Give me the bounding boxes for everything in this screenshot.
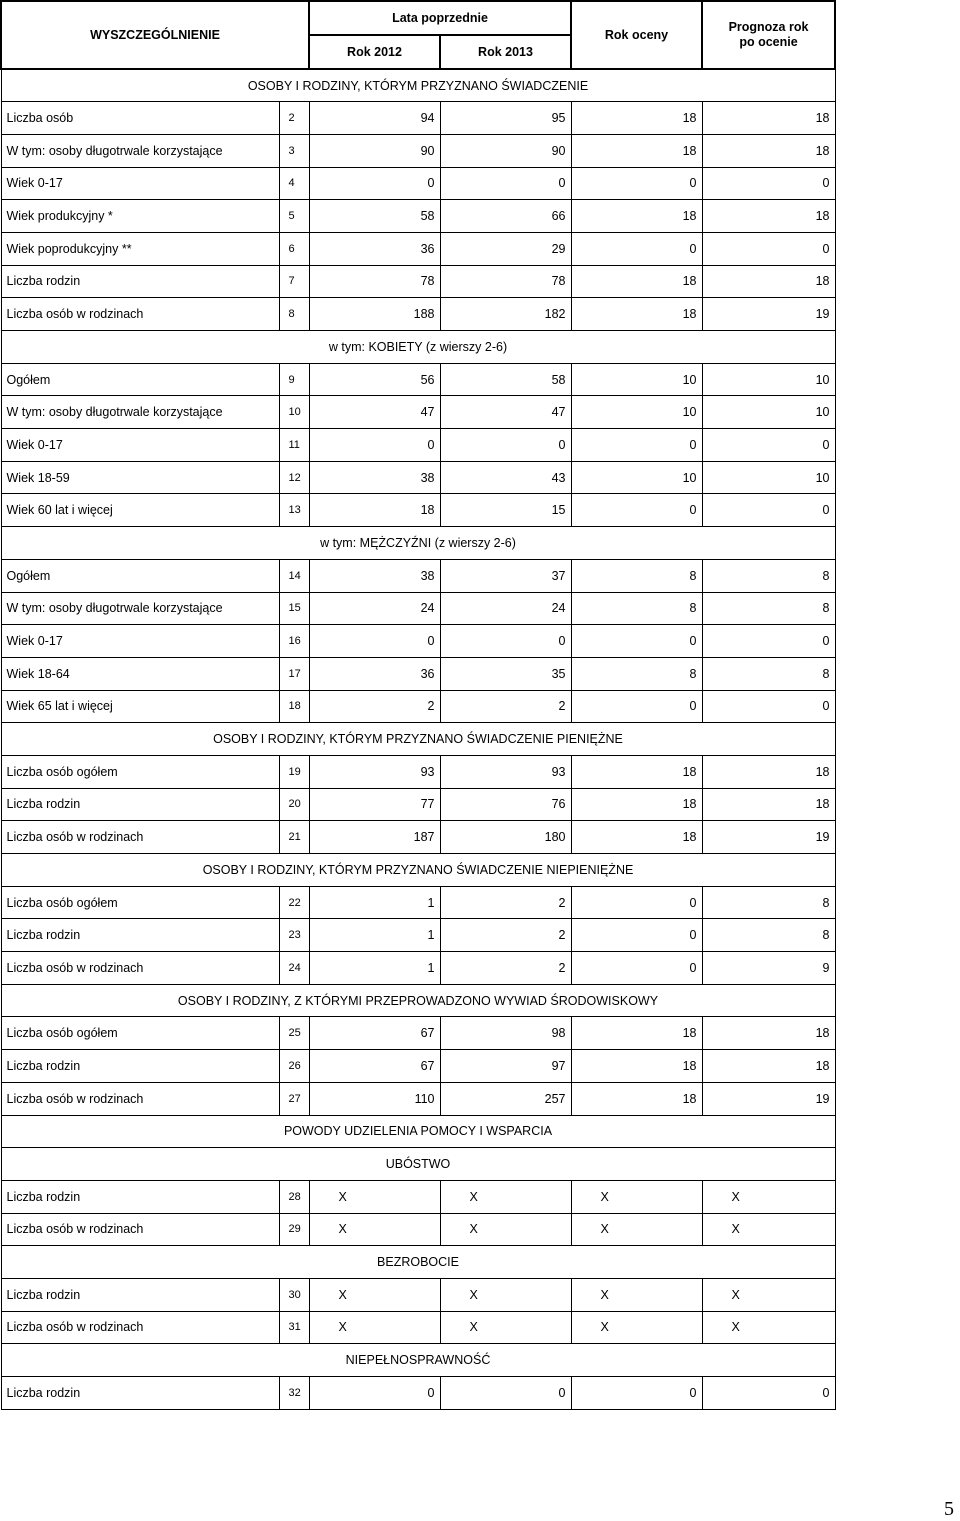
row-number: 24 <box>279 952 309 985</box>
value-2012: X <box>309 1180 440 1213</box>
row-number: 25 <box>279 1017 309 1050</box>
table-row <box>1 167 835 200</box>
row-label: Wiek 0-17 <box>1 625 279 658</box>
section-header-row <box>1 1344 835 1377</box>
value-2012: 90 <box>309 134 440 167</box>
section-header-row <box>1 1246 835 1279</box>
table-row <box>1 1213 835 1246</box>
value-2013: 90 <box>440 134 571 167</box>
value-forecast: X <box>702 1278 835 1311</box>
value-2013: 0 <box>440 1377 571 1410</box>
table-row <box>1 396 835 429</box>
value-assessment-year: 0 <box>571 494 702 527</box>
row-number: 20 <box>279 788 309 821</box>
row-label: Liczba osób ogółem <box>1 1017 279 1050</box>
table-row <box>1 657 835 690</box>
value-assessment-year: 18 <box>571 1082 702 1115</box>
value-2013: 97 <box>440 1050 571 1083</box>
row-number: 29 <box>279 1213 309 1246</box>
value-2012: 110 <box>309 1082 440 1115</box>
value-forecast: 18 <box>702 134 835 167</box>
value-assessment-year: 18 <box>571 265 702 298</box>
row-number: 10 <box>279 396 309 429</box>
value-2013: 93 <box>440 755 571 788</box>
value-assessment-year: 18 <box>571 1017 702 1050</box>
value-assessment-year: X <box>571 1311 702 1344</box>
table-row <box>1 1278 835 1311</box>
value-assessment-year: 18 <box>571 200 702 233</box>
value-assessment-year: X <box>571 1213 702 1246</box>
value-forecast: 8 <box>702 657 835 690</box>
row-number: 30 <box>279 1278 309 1311</box>
value-2012: 24 <box>309 592 440 625</box>
row-label: Liczba osób w rodzinach <box>1 821 279 854</box>
row-number: 13 <box>279 494 309 527</box>
row-number: 21 <box>279 821 309 854</box>
row-number: 9 <box>279 363 309 396</box>
table-row <box>1 1017 835 1050</box>
value-2013: X <box>440 1180 571 1213</box>
row-number: 3 <box>279 134 309 167</box>
row-number: 17 <box>279 657 309 690</box>
value-forecast: 0 <box>702 494 835 527</box>
row-label: Liczba osób ogółem <box>1 886 279 919</box>
value-forecast: 18 <box>702 1017 835 1050</box>
value-assessment-year: 10 <box>571 363 702 396</box>
value-forecast: 10 <box>702 396 835 429</box>
row-number: 19 <box>279 755 309 788</box>
value-2013: X <box>440 1278 571 1311</box>
value-forecast: 10 <box>702 363 835 396</box>
section-header-row <box>1 723 835 756</box>
row-number: 26 <box>279 1050 309 1083</box>
row-label: Liczba osób ogółem <box>1 755 279 788</box>
table-row <box>1 1311 835 1344</box>
table-row <box>1 429 835 462</box>
value-assessment-year: 10 <box>571 461 702 494</box>
section-header-row <box>1 984 835 1017</box>
row-number: 27 <box>279 1082 309 1115</box>
table-row <box>1 1377 835 1410</box>
value-2013: 2 <box>440 690 571 723</box>
value-2012: 187 <box>309 821 440 854</box>
value-forecast: 8 <box>702 592 835 625</box>
row-label: W tym: osoby długotrwale korzystające <box>1 396 279 429</box>
row-number: 23 <box>279 919 309 952</box>
row-number: 4 <box>279 167 309 200</box>
row-label: Ogółem <box>1 559 279 592</box>
value-2012: 36 <box>309 657 440 690</box>
row-number: 32 <box>279 1377 309 1410</box>
table-row <box>1 625 835 658</box>
table-row <box>1 559 835 592</box>
value-assessment-year: 8 <box>571 657 702 690</box>
value-assessment-year: 0 <box>571 1377 702 1410</box>
value-2012: 0 <box>309 167 440 200</box>
value-forecast: 0 <box>702 167 835 200</box>
value-2012: 67 <box>309 1017 440 1050</box>
value-2013: 24 <box>440 592 571 625</box>
value-assessment-year: 10 <box>571 396 702 429</box>
row-label: Liczba rodzin <box>1 788 279 821</box>
row-label: Liczba osób w rodzinach <box>1 952 279 985</box>
value-2013: 76 <box>440 788 571 821</box>
value-2013: 0 <box>440 625 571 658</box>
section-header-row <box>1 69 835 102</box>
row-number: 6 <box>279 232 309 265</box>
table-row <box>1 1050 835 1083</box>
value-2013: 0 <box>440 429 571 462</box>
row-label: Wiek 18-59 <box>1 461 279 494</box>
value-2012: 0 <box>309 625 440 658</box>
section-title: OSOBY I RODZINY, Z KTÓRYMI PRZEPROWADZONO WYWIAD ŚRODOWISKOWY <box>1 984 835 1017</box>
section-header-row <box>1 1115 835 1148</box>
value-2013: 2 <box>440 886 571 919</box>
value-forecast: 18 <box>702 1050 835 1083</box>
header-assessment-year: Rok oceny <box>571 1 702 69</box>
table-row <box>1 690 835 723</box>
section-title: OSOBY I RODZINY, KTÓRYM PRZYZNANO ŚWIADCZENIE <box>1 69 835 102</box>
value-assessment-year: X <box>571 1278 702 1311</box>
row-number: 28 <box>279 1180 309 1213</box>
row-number: 18 <box>279 690 309 723</box>
value-assessment-year: 0 <box>571 886 702 919</box>
value-forecast: 18 <box>702 200 835 233</box>
value-2013: 0 <box>440 167 571 200</box>
value-forecast: 10 <box>702 461 835 494</box>
value-assessment-year: 0 <box>571 952 702 985</box>
value-2012: 1 <box>309 886 440 919</box>
value-forecast: 9 <box>702 952 835 985</box>
value-forecast: 0 <box>702 625 835 658</box>
value-2012: 93 <box>309 755 440 788</box>
section-header-row <box>1 331 835 364</box>
table-row <box>1 788 835 821</box>
row-label: Wiek 0-17 <box>1 429 279 462</box>
row-number: 5 <box>279 200 309 233</box>
value-assessment-year: X <box>571 1180 702 1213</box>
value-2013: 35 <box>440 657 571 690</box>
row-label: Wiek 60 lat i więcej <box>1 494 279 527</box>
row-number: 11 <box>279 429 309 462</box>
value-2013: 180 <box>440 821 571 854</box>
page-number: 5 <box>944 1498 954 1520</box>
value-2012: 0 <box>309 1377 440 1410</box>
value-assessment-year: 0 <box>571 167 702 200</box>
row-number: 15 <box>279 592 309 625</box>
section-title: POWODY UDZIELENIA POMOCY I WSPARCIA <box>1 1115 835 1148</box>
row-number: 16 <box>279 625 309 658</box>
row-label: Liczba rodzin <box>1 1050 279 1083</box>
table-row <box>1 1082 835 1115</box>
value-2012: 58 <box>309 200 440 233</box>
value-assessment-year: 8 <box>571 592 702 625</box>
value-assessment-year: 8 <box>571 559 702 592</box>
value-2013: 2 <box>440 919 571 952</box>
table-row <box>1 232 835 265</box>
row-label: Wiek 0-17 <box>1 167 279 200</box>
row-label: Liczba rodzin <box>1 1278 279 1311</box>
value-2012: X <box>309 1213 440 1246</box>
header-previous-years: Lata poprzednie <box>309 1 571 35</box>
row-label: Liczba rodzin <box>1 919 279 952</box>
value-assessment-year: 18 <box>571 821 702 854</box>
value-2013: X <box>440 1213 571 1246</box>
value-assessment-year: 18 <box>571 102 702 135</box>
row-label: Liczba osób w rodzinach <box>1 1213 279 1246</box>
value-2012: 0 <box>309 429 440 462</box>
header-forecast-text: Prognoza rok po ocenie <box>728 20 809 49</box>
row-label: Wiek poprodukcyjny ** <box>1 232 279 265</box>
table-row <box>1 461 835 494</box>
section-title: w tym: KOBIETY (z wierszy 2-6) <box>1 331 835 364</box>
row-label: W tym: osoby długotrwale korzystające <box>1 592 279 625</box>
row-number: 8 <box>279 298 309 331</box>
value-2013: 29 <box>440 232 571 265</box>
value-2013: 182 <box>440 298 571 331</box>
value-assessment-year: 0 <box>571 625 702 658</box>
value-assessment-year: 18 <box>571 1050 702 1083</box>
row-number: 7 <box>279 265 309 298</box>
value-2013: 2 <box>440 952 571 985</box>
value-2012: 18 <box>309 494 440 527</box>
value-2012: 47 <box>309 396 440 429</box>
table-row <box>1 886 835 919</box>
table-row <box>1 102 835 135</box>
table-row <box>1 298 835 331</box>
value-forecast: 18 <box>702 755 835 788</box>
row-number: 22 <box>279 886 309 919</box>
row-label: Liczba rodzin <box>1 1180 279 1213</box>
value-2013: 47 <box>440 396 571 429</box>
section-title: OSOBY I RODZINY, KTÓRYM PRZYZNANO ŚWIADCZENIE NIEPIENIĘŻNE <box>1 854 835 887</box>
value-assessment-year: 18 <box>571 788 702 821</box>
row-label: Wiek 65 lat i więcej <box>1 690 279 723</box>
table-row <box>1 755 835 788</box>
table-row <box>1 200 835 233</box>
value-2013: X <box>440 1311 571 1344</box>
value-forecast: 18 <box>702 265 835 298</box>
value-2013: 37 <box>440 559 571 592</box>
row-label: Wiek produkcyjny * <box>1 200 279 233</box>
value-forecast: X <box>702 1311 835 1344</box>
value-2012: 56 <box>309 363 440 396</box>
row-number: 31 <box>279 1311 309 1344</box>
value-2013: 15 <box>440 494 571 527</box>
table-body <box>1 1 835 1409</box>
value-assessment-year: 0 <box>571 690 702 723</box>
row-label: Liczba osób w rodzinach <box>1 298 279 331</box>
row-label: Wiek 18-64 <box>1 657 279 690</box>
row-number: 12 <box>279 461 309 494</box>
value-assessment-year: 18 <box>571 755 702 788</box>
value-forecast: 8 <box>702 559 835 592</box>
row-label: Ogółem <box>1 363 279 396</box>
value-2012: X <box>309 1311 440 1344</box>
row-label: Liczba rodzin <box>1 1377 279 1410</box>
value-2013: 98 <box>440 1017 571 1050</box>
value-2013: 95 <box>440 102 571 135</box>
section-title: UBÓSTWO <box>1 1148 835 1181</box>
value-2012: 94 <box>309 102 440 135</box>
value-2012: 67 <box>309 1050 440 1083</box>
value-2012: 2 <box>309 690 440 723</box>
row-label: Liczba osób <box>1 102 279 135</box>
section-header-row <box>1 1148 835 1181</box>
value-forecast: 8 <box>702 886 835 919</box>
value-forecast: 0 <box>702 1377 835 1410</box>
table-row <box>1 919 835 952</box>
value-2012: 1 <box>309 952 440 985</box>
value-forecast: 18 <box>702 102 835 135</box>
value-forecast: X <box>702 1213 835 1246</box>
value-2013: 43 <box>440 461 571 494</box>
value-forecast: 19 <box>702 821 835 854</box>
row-label: Liczba osób w rodzinach <box>1 1082 279 1115</box>
value-2013: 66 <box>440 200 571 233</box>
value-2012: 36 <box>309 232 440 265</box>
value-2012: 38 <box>309 461 440 494</box>
row-number: 14 <box>279 559 309 592</box>
value-forecast: 18 <box>702 788 835 821</box>
table-row <box>1 1180 835 1213</box>
value-2012: 188 <box>309 298 440 331</box>
value-2012: 1 <box>309 919 440 952</box>
section-header-row <box>1 854 835 887</box>
value-assessment-year: 0 <box>571 919 702 952</box>
row-label: Liczba osób w rodzinach <box>1 1311 279 1344</box>
table-row <box>1 494 835 527</box>
row-label: Liczba rodzin <box>1 265 279 298</box>
value-forecast: 19 <box>702 298 835 331</box>
value-forecast: 0 <box>702 690 835 723</box>
table-row <box>1 592 835 625</box>
table-row <box>1 363 835 396</box>
section-title: NIEPEŁNOSPRAWNOŚĆ <box>1 1344 835 1377</box>
header-year-2012: Rok 2012 <box>309 35 440 69</box>
table-row <box>1 265 835 298</box>
value-forecast: X <box>702 1180 835 1213</box>
row-label: W tym: osoby długotrwale korzystające <box>1 134 279 167</box>
value-2013: 78 <box>440 265 571 298</box>
section-header-row <box>1 527 835 560</box>
header-year-2013: Rok 2013 <box>440 35 571 69</box>
header-forecast <box>702 1 835 69</box>
value-2012: 38 <box>309 559 440 592</box>
value-forecast: 0 <box>702 429 835 462</box>
table-row <box>1 134 835 167</box>
value-forecast: 8 <box>702 919 835 952</box>
table-row <box>1 821 835 854</box>
value-2013: 58 <box>440 363 571 396</box>
row-number: 2 <box>279 102 309 135</box>
value-assessment-year: 18 <box>571 134 702 167</box>
value-assessment-year: 0 <box>571 429 702 462</box>
section-title: w tym: MĘŻCZYŹNI (z wierszy 2-6) <box>1 527 835 560</box>
section-title: OSOBY I RODZINY, KTÓRYM PRZYZNANO ŚWIADCZENIE PIENIĘŻNE <box>1 723 835 756</box>
header-description: WYSZCZEGÓLNIENIE <box>1 1 309 69</box>
value-2012: 78 <box>309 265 440 298</box>
value-forecast: 0 <box>702 232 835 265</box>
table-row <box>1 952 835 985</box>
section-title: BEZROBOCIE <box>1 1246 835 1279</box>
value-2012: 77 <box>309 788 440 821</box>
value-forecast: 19 <box>702 1082 835 1115</box>
value-2013: 257 <box>440 1082 571 1115</box>
header-row <box>1 1 835 35</box>
value-assessment-year: 0 <box>571 232 702 265</box>
value-assessment-year: 18 <box>571 298 702 331</box>
value-2012: X <box>309 1278 440 1311</box>
